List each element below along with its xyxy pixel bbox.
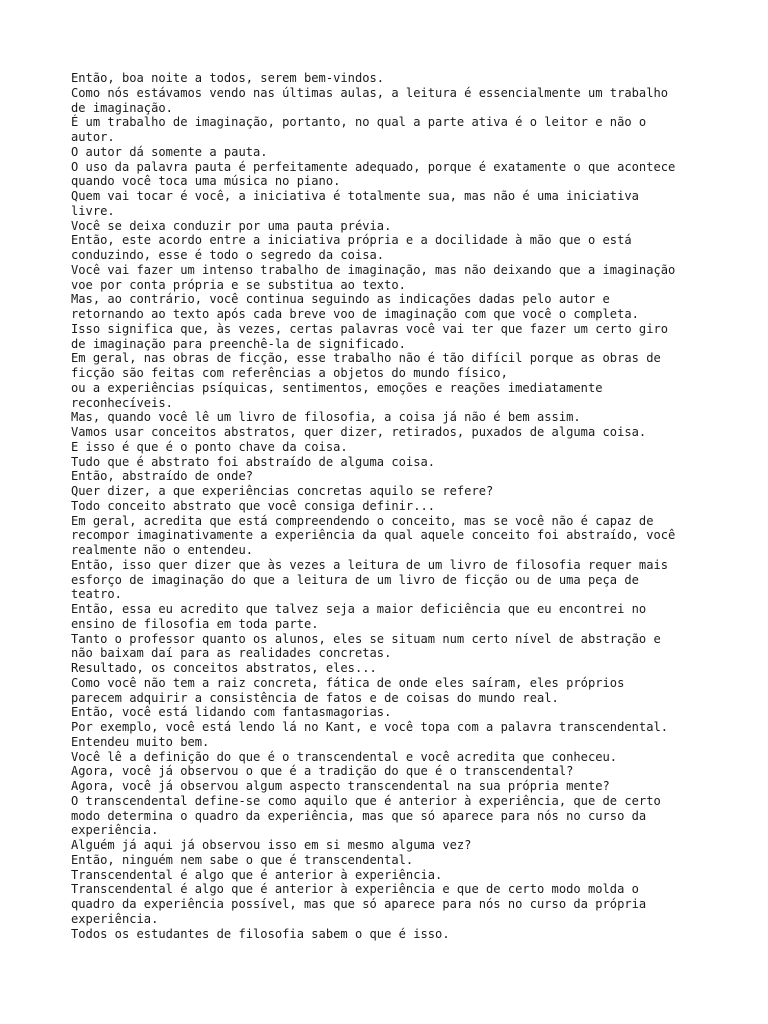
paragraph: E isso é que é o ponto chave da coisa. — [71, 439, 348, 454]
paragraph: O autor dá somente a pauta. — [71, 144, 268, 159]
paragraph: Todos os estudantes de filosofia sabem o que é isso. — [71, 926, 450, 941]
paragraph: Vamos usar conceitos abstratos, quer dizer, retirados, puxados de alguma coisa. — [71, 425, 647, 439]
paragraph: Então, isso quer dizer que às vezes a leitura de um livro de filosofia requer mais esforço de imaginação do que a leitura de um livro de ficção ou de uma peça de teatro. — [71, 557, 669, 602]
paragraph: Por exemplo, você está lendo lá no Kant, e você topa com a palavra transcendental. — [71, 720, 669, 734]
paragraph: Transcendental é algo que é anterior à experiência e que de certo modo molda o quadro da experiência possível, mas que só aparece para nós no curso da própria experiência. — [71, 882, 647, 926]
paragraph: Resultado, os conceitos abstratos, eles... — [71, 661, 377, 675]
paragraph: Então, ninguém nem sabe o que é transcendental. — [71, 852, 414, 867]
paragraph: Então, boa noite a todos, serem bem-vindos. — [71, 71, 385, 85]
paragraph: Quem vai tocar é você, a iniciativa é totalmente sua, mas não é uma iniciativa livre. — [71, 189, 639, 218]
paragraph: Alguém já aqui já observou isso em si mesmo alguma vez? — [71, 838, 472, 852]
paragraph: O uso da palavra pauta é perfeitamente adequado, porque é exatamente o que acontece quando você toca uma música no piano. — [71, 159, 676, 189]
paragraph: ou a experiências psíquicas, sentimentos, emoções e reações imediatamente reconhecíveis. — [71, 380, 603, 410]
transcript-text — [71, 71, 701, 941]
paragraph: Você vai fazer um intenso trabalho de imaginação, mas não deixando que a imaginação voe por conta própria e se substitua ao texto. — [71, 262, 676, 292]
paragraph: Então, abstraído de onde? — [71, 469, 254, 484]
paragraph: Então, este acordo entre a iniciativa própria e a docilidade à mão que o está conduzindo, esse é todo o segredo da coisa. — [71, 233, 632, 262]
paragraph: Agora, você já observou o que é a tradição do que é o transcendental? — [71, 764, 574, 779]
paragraph: Mas, quando você lê um livro de filosofia, a coisa já não é bem assim. — [71, 410, 581, 425]
paragraph: Como você não tem a raiz concreta, fática de onde eles saíram, eles próprios parecem adquirir a consistência de fatos e de coisas do mundo real. — [71, 675, 625, 705]
paragraph: Isso significa que, às vezes, certas palavras você vai ter que fazer um certo giro de imaginação para preenchê-la de significado. — [71, 321, 669, 351]
paragraph: O transcendental define-se como aquilo que é anterior à experiência, que de certo modo determina o quadro da experiência, mas que só aparece para nós no curso da experiência. — [71, 793, 661, 838]
paragraph: Entendeu muito bem. — [71, 734, 210, 749]
paragraph: Você se deixa conduzir por uma pauta prévia. — [71, 218, 392, 233]
paragraph: Todo conceito abstrato que você consiga definir... — [71, 498, 436, 513]
paragraph: Mas, ao contrário, você continua seguindo as indicações dadas pelo autor e retornando ao texto após cada breve voo de imaginação com que você o completa. — [71, 292, 639, 321]
paragraph: Em geral, nas obras de ficção, esse trabalho não é tão difícil porque as obras de ficção são feitas com referências a objetos do mundo físico, — [71, 351, 661, 380]
paragraph: Tanto o professor quanto os alunos, eles se situam num certo nível de abstração e não baixam daí para as realidades concretas. — [71, 631, 661, 661]
paragraph: Então, essa eu acredito que talvez seja a maior deficiência que eu encontrei no ensino de filosofia em toda parte. — [71, 602, 647, 631]
paragraph: É um trabalho de imaginação, portanto, no qual a parte ativa é o leitor e não o autor. — [71, 115, 647, 144]
paragraph: Você lê a definição do que é o transcendental e você acredita que conheceu. — [71, 749, 618, 764]
paragraph: Tudo que é abstrato foi abstraído de alguma coisa. — [71, 454, 436, 469]
paragraph: Em geral, acredita que está compreendendo o conceito, mas se você não é capaz de recompor imaginativamente a experiência da qual aquele conceito foi abstraído, você realmente não o entendeu. — [71, 513, 676, 557]
paragraph: Quer dizer, a que experiências concretas aquilo se refere? — [71, 484, 494, 498]
paragraph: Então, você está lidando com fantasmagorias. — [71, 705, 392, 720]
paragraph: Como nós estávamos vendo nas últimas aulas, a leitura é essencialmente um trabalho de imaginação. — [71, 85, 669, 115]
paragraph: Agora, você já observou algum aspecto transcendental na sua própria mente? — [71, 779, 610, 793]
paragraph: Transcendental é algo que é anterior à experiência. — [71, 867, 443, 882]
